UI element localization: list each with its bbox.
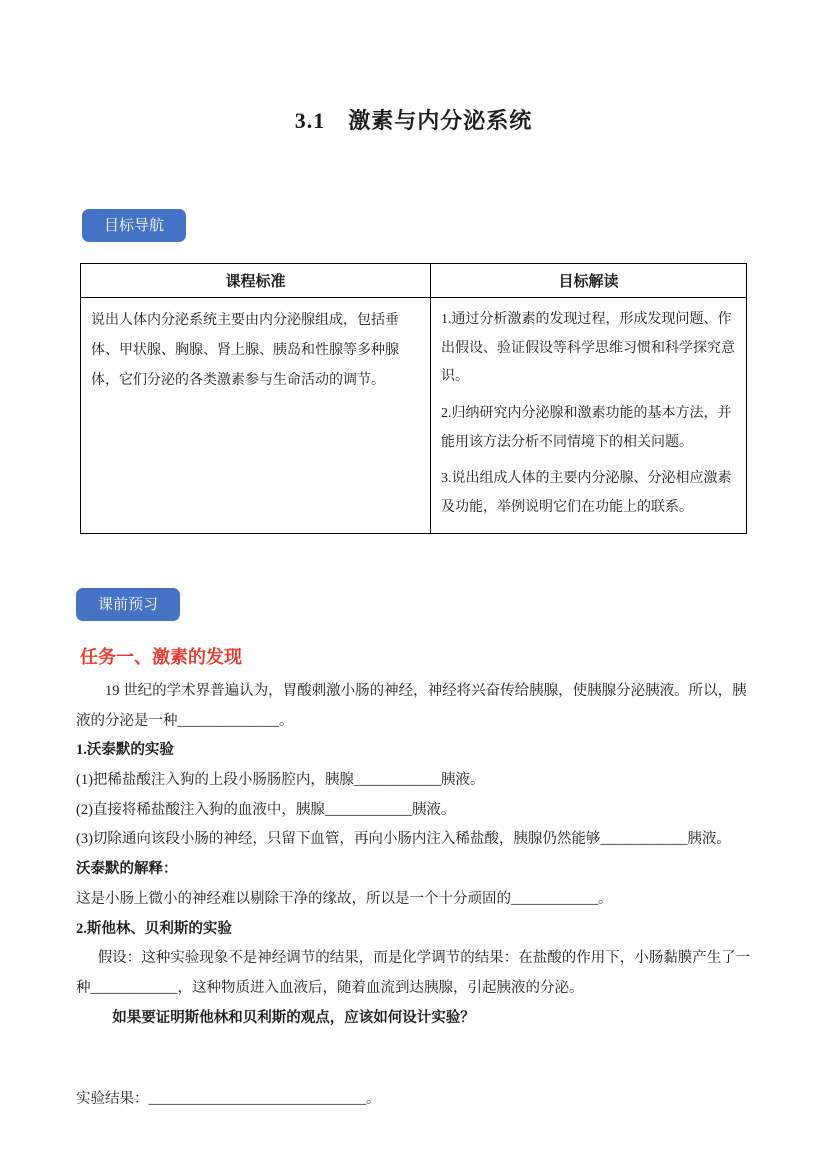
header-course-standard: 课程标准 [81,264,431,298]
experiment2-hypothesis: 假设：这种实验现象不是神经调节的结果，而是化学调节的结果：在盐酸的作用下，小肠黏膜产生了一种____________，这种物质进入血液后，随着血流到达胰腺，引起胰液的分泌。 [76,950,751,996]
experiment2-title: 2.斯他林、贝利斯的实验 [76,920,232,937]
pre-class-badge-row [76,588,827,621]
goal-interpretation-cell [431,298,747,534]
experiment1-step-3: (3)切除通向该段小肠的神经，只留下血管，再向小肠内注入稀盐酸，胰腺仍然能够____________胰液。 [76,831,731,848]
task1-heading: 任务一、激素的发现 [80,646,242,667]
course-standard-cell: 说出人体内分泌系统主要由内分泌腺组成，包括垂体、甲状腺、胸腺、肾上腺、胰岛和性腺等多种腺体，它们分泌的各类激素参与生命活动的调节。 [81,298,431,534]
experiment1-explain: 这是小肠上微小的神经难以剔除干净的缘故，所以是一个十分顽固的____________。 [76,890,613,907]
header-goal-interpretation: 目标解读 [431,264,747,298]
intro-paragraph: 19 世纪的学术界普遍认为，胃酸刺激小肠的神经，神经将兴奋传给胰腺，使胰腺分泌胰液。所以，胰液的分泌是一种______________。 [76,682,747,729]
goal-item-2: 2.归纳研究内分泌腺和激素功能的基本方法，并能用该方法分析不同情境下的相关问题。 [441,406,732,450]
standards-table [80,263,747,534]
goal-item-3: 3.说出组成人体的主要内分泌腺、分泌相应激素及功能，举例说明它们在功能上的联系。 [441,471,732,516]
experiment1-step-2: (2)直接将稀盐酸注入狗的血液中，胰腺____________胰液。 [76,801,456,818]
experiment-result-blank: 实验结果：______________________________。 [76,1091,381,1108]
pre-class-badge: 课前预习 [76,588,180,621]
page-title: 3.1 激素与内分泌系统 [294,108,533,133]
goal-nav-badge-row [82,209,827,242]
goal-nav-badge: 目标导航 [82,209,186,242]
experiment1-step-1: (1)把稀盐酸注入狗的上段小肠肠腔内，胰腺____________胰液。 [76,771,485,788]
experiment1-explain-title: 沃泰默的解释： [76,861,178,878]
experiment2-question: 如果要证明斯他林和贝利斯的观点，应该如何设计实验？ [112,1009,475,1026]
standards-table-body-row [81,298,747,534]
goal-item-1: 1.通过分析激素的发现过程，形成发现问题、作出假设、验证假设等科学思维习惯和科学探究意识。 [441,312,735,385]
task1-content [76,677,757,1115]
standards-table-header-row [81,264,747,298]
experiment1-title: 1.沃泰默的实验 [76,742,174,759]
